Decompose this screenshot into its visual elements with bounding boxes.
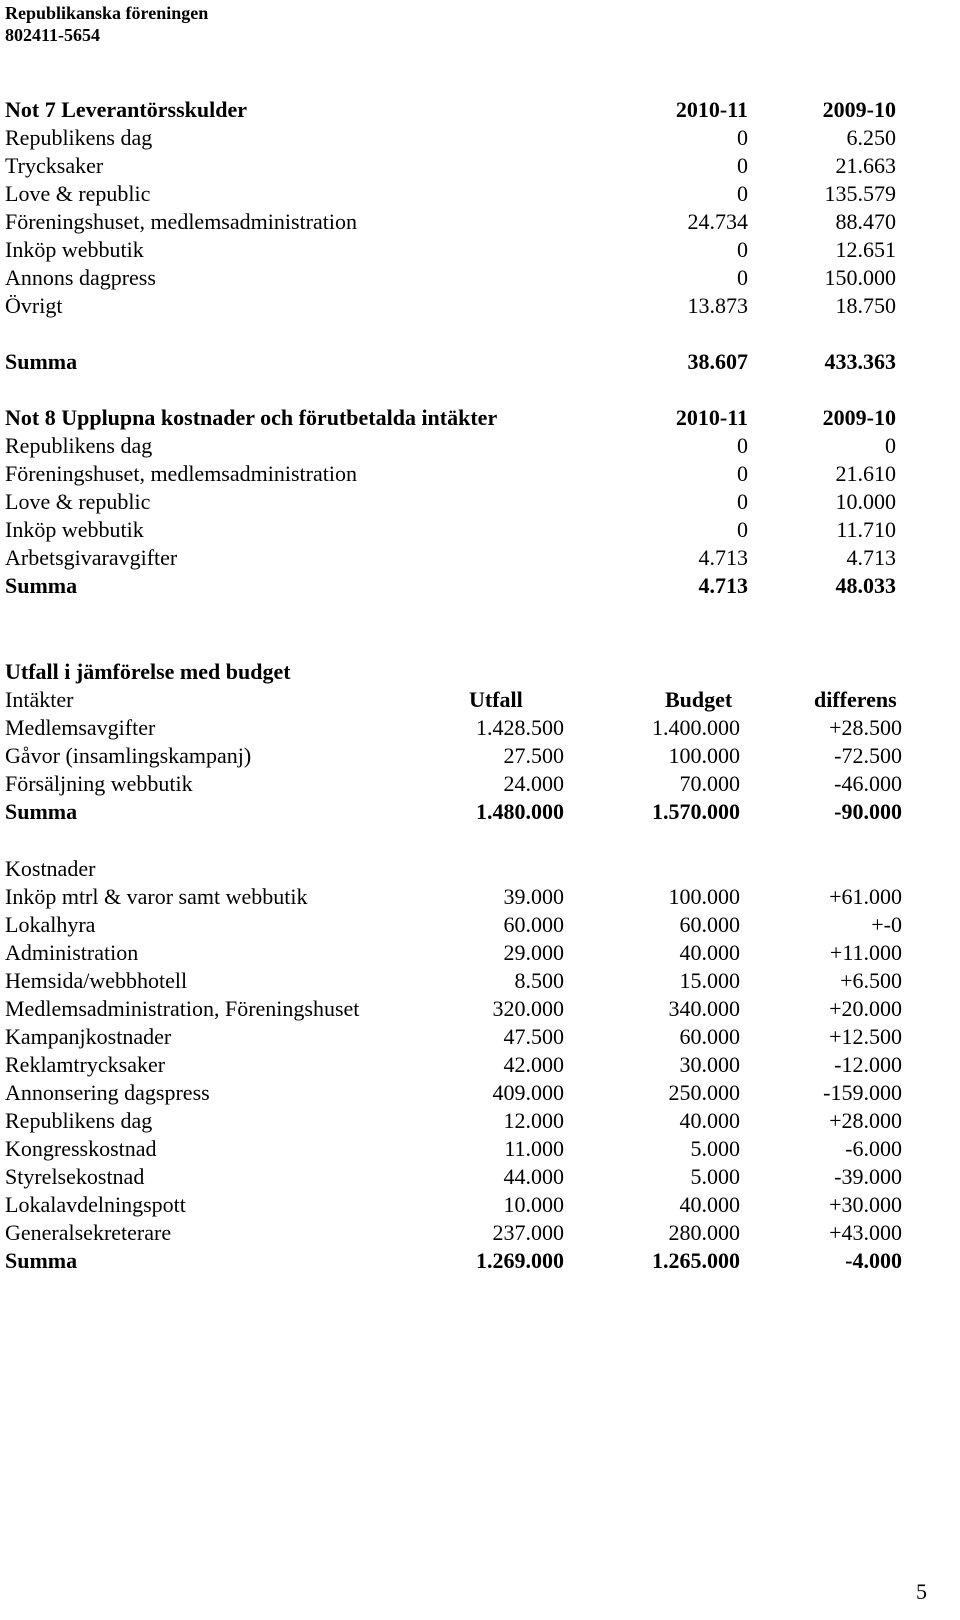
note8-row xyxy=(0,432,960,460)
row-utfall: 11.000 xyxy=(504,1136,564,1161)
row-value-2009-10: 150.000 xyxy=(824,265,896,290)
row-differens: +28.000 xyxy=(829,1108,902,1133)
row-differens: +61.000 xyxy=(829,884,902,909)
row-value-2009-10: 10.000 xyxy=(835,489,896,514)
row-label: Gåvor (insamlingskampanj) xyxy=(5,743,252,768)
row-budget: 60.000 xyxy=(679,912,740,937)
row-value-2009-10: 11.710 xyxy=(836,517,896,542)
row-value-2010-11: 0 xyxy=(737,461,748,486)
row-budget: 1.400.000 xyxy=(652,715,740,740)
cost-row xyxy=(0,1107,960,1135)
row-label: Lokalavdelningspott xyxy=(5,1192,186,1217)
note7-row xyxy=(0,152,960,180)
cost-row xyxy=(0,1023,960,1051)
note7-row xyxy=(0,292,960,320)
row-utfall: 29.000 xyxy=(503,940,564,965)
row-label: Lokalhyra xyxy=(5,912,96,937)
row-differens: +11.000 xyxy=(829,940,902,965)
total-differens: -90.000 xyxy=(834,799,902,824)
organization-number: 802411-5654 xyxy=(5,25,101,45)
row-value-2010-11: 0 xyxy=(737,517,748,542)
budget-title-row xyxy=(0,658,960,686)
note7-total-row xyxy=(0,348,960,376)
row-label: Medlemsadministration, Föreningshuset xyxy=(5,996,360,1021)
note7-col2-header: 2009-10 xyxy=(822,97,896,122)
row-label: Hemsida/webbhotell xyxy=(5,968,188,993)
total-value-2009-10: 48.033 xyxy=(835,573,896,598)
note7-title: Not 7 Leverantörsskulder xyxy=(5,97,247,122)
row-label: Styrelsekostnad xyxy=(5,1164,145,1189)
total-label: Summa xyxy=(5,799,78,824)
row-differens: +-0 xyxy=(871,912,902,937)
row-label: Republikens dag xyxy=(5,125,153,150)
row-utfall: 237.000 xyxy=(492,1220,564,1245)
note7-col1-header: 2010-11 xyxy=(675,97,748,122)
row-budget: 70.000 xyxy=(679,771,740,796)
note8-row xyxy=(0,516,960,544)
row-differens: +6.500 xyxy=(840,968,902,993)
column-header-utfall: Utfall xyxy=(469,687,523,712)
row-value-2009-10: 21.610 xyxy=(835,461,896,486)
row-value-2009-10: 88.470 xyxy=(835,209,896,234)
row-differens: +12.500 xyxy=(829,1024,902,1049)
column-header-budget: Budget xyxy=(665,687,733,712)
row-value-2009-10: 0 xyxy=(885,433,896,458)
row-value-2009-10: 12.651 xyxy=(835,237,896,262)
row-label: Generalsekreterare xyxy=(5,1220,172,1245)
cost-row xyxy=(0,911,960,939)
total-value-2010-11: 4.713 xyxy=(698,573,748,598)
total-utfall: 1.269.000 xyxy=(476,1248,564,1273)
income-total-row xyxy=(0,798,960,826)
row-budget: 280.000 xyxy=(668,1220,740,1245)
cost-row xyxy=(0,1163,960,1191)
row-budget: 340.000 xyxy=(668,996,740,1021)
row-budget: 40.000 xyxy=(679,1108,740,1133)
row-value-2010-11: 4.713 xyxy=(698,545,748,570)
row-budget: 40.000 xyxy=(679,1192,740,1217)
total-utfall: 1.480.000 xyxy=(476,799,564,824)
cost-row xyxy=(0,1051,960,1079)
row-utfall: 42.000 xyxy=(503,1052,564,1077)
cost-row xyxy=(0,995,960,1023)
cost-row xyxy=(0,1191,960,1219)
row-label: Försäljning webbutik xyxy=(5,771,193,796)
row-utfall: 320.000 xyxy=(492,996,564,1021)
note8-col2-header: 2009-10 xyxy=(822,405,896,430)
note7-header-row xyxy=(0,96,960,124)
note8-row xyxy=(0,544,960,572)
note8-row xyxy=(0,488,960,516)
row-value-2009-10: 4.713 xyxy=(846,545,896,570)
note7-row xyxy=(0,180,960,208)
note7-row xyxy=(0,208,960,236)
row-label: Administration xyxy=(5,940,139,965)
row-utfall: 60.000 xyxy=(503,912,564,937)
costs-heading: Kostnader xyxy=(5,856,96,881)
cost-row xyxy=(0,967,960,995)
row-budget: 15.000 xyxy=(679,968,740,993)
total-label: Summa xyxy=(5,573,78,598)
cost-row xyxy=(0,939,960,967)
row-budget: 60.000 xyxy=(679,1024,740,1049)
row-budget: 100.000 xyxy=(668,884,740,909)
income-header-row xyxy=(0,686,960,714)
page-number: 5 xyxy=(916,1579,927,1604)
row-value-2010-11: 0 xyxy=(737,153,748,178)
total-value-2009-10: 433.363 xyxy=(824,349,896,374)
note8-header-row xyxy=(0,404,960,432)
total-value-2010-11: 38.607 xyxy=(687,349,748,374)
row-value-2010-11: 13.873 xyxy=(687,293,748,318)
row-label: Trycksaker xyxy=(5,153,104,178)
note8-total-row xyxy=(0,572,960,600)
row-budget: 5.000 xyxy=(690,1164,740,1189)
row-value-2010-11: 0 xyxy=(737,125,748,150)
row-utfall: 8.500 xyxy=(514,968,564,993)
column-header-differens: differens xyxy=(814,687,897,712)
total-budget: 1.570.000 xyxy=(652,799,740,824)
income-row xyxy=(0,742,960,770)
costs-total-row xyxy=(0,1247,960,1275)
row-label: Love & republic xyxy=(5,181,151,206)
row-label: Kampanjkostnader xyxy=(5,1024,172,1049)
note7-row xyxy=(0,124,960,152)
row-label: Inköp webbutik xyxy=(5,237,144,262)
row-value-2010-11: 24.734 xyxy=(687,209,748,234)
income-heading: Intäkter xyxy=(5,687,74,712)
row-value-2010-11: 0 xyxy=(737,489,748,514)
row-budget: 40.000 xyxy=(679,940,740,965)
row-differens: -39.000 xyxy=(834,1164,902,1189)
row-value-2010-11: 0 xyxy=(737,181,748,206)
row-value-2009-10: 6.250 xyxy=(846,125,896,150)
row-differens: -6.000 xyxy=(845,1136,902,1161)
row-utfall: 44.000 xyxy=(503,1164,564,1189)
row-label: Föreningshuset, medlemsadministration xyxy=(5,461,357,486)
costs-header-row xyxy=(0,855,960,883)
row-label: Medlemsavgifter xyxy=(5,715,156,740)
income-row xyxy=(0,714,960,742)
note8-col1-header: 2010-11 xyxy=(675,405,748,430)
row-label: Annons dagpress xyxy=(5,265,156,290)
total-budget: 1.265.000 xyxy=(652,1248,740,1273)
row-differens: +28.500 xyxy=(829,715,902,740)
row-value-2009-10: 18.750 xyxy=(835,293,896,318)
row-differens: -72.500 xyxy=(834,743,902,768)
row-differens: -12.000 xyxy=(834,1052,902,1077)
row-budget: 250.000 xyxy=(668,1080,740,1105)
row-label: Inköp webbutik xyxy=(5,517,144,542)
row-differens: -46.000 xyxy=(834,771,902,796)
note8-row xyxy=(0,460,960,488)
organization-name: Republikanska föreningen xyxy=(5,3,209,23)
note7-row xyxy=(0,236,960,264)
note8-title: Not 8 Upplupna kostnader och förutbetalda intäkter xyxy=(5,405,498,430)
note7-row xyxy=(0,264,960,292)
row-label: Arbetsgivaravgifter xyxy=(5,545,178,570)
cost-row xyxy=(0,1079,960,1107)
row-budget: 100.000 xyxy=(668,743,740,768)
row-value-2010-11: 0 xyxy=(737,237,748,262)
row-budget: 30.000 xyxy=(679,1052,740,1077)
row-label: Övrigt xyxy=(5,293,63,318)
cost-row xyxy=(0,1219,960,1247)
row-value-2009-10: 21.663 xyxy=(835,153,896,178)
cost-row xyxy=(0,883,960,911)
row-label: Föreningshuset, medlemsadministration xyxy=(5,209,357,234)
row-budget: 5.000 xyxy=(690,1136,740,1161)
budget-title: Utfall i jämförelse med budget xyxy=(5,659,291,684)
total-differens: -4.000 xyxy=(845,1248,902,1273)
row-label: Love & republic xyxy=(5,489,151,514)
row-utfall: 10.000 xyxy=(503,1192,564,1217)
row-utfall: 1.428.500 xyxy=(476,715,564,740)
row-utfall: 39.000 xyxy=(503,884,564,909)
income-row xyxy=(0,770,960,798)
row-differens: +43.000 xyxy=(829,1220,902,1245)
row-label: Kongresskostnad xyxy=(5,1136,157,1161)
row-utfall: 409.000 xyxy=(492,1080,564,1105)
row-label: Annonsering dagspress xyxy=(5,1080,210,1105)
row-differens: +30.000 xyxy=(829,1192,902,1217)
total-label: Summa xyxy=(5,1248,78,1273)
row-label: Republikens dag xyxy=(5,1108,153,1133)
row-differens: -159.000 xyxy=(823,1080,902,1105)
row-differens: +20.000 xyxy=(829,996,902,1021)
row-utfall: 27.500 xyxy=(503,743,564,768)
row-utfall: 24.000 xyxy=(503,771,564,796)
row-value-2009-10: 135.579 xyxy=(824,181,896,206)
row-value-2010-11: 0 xyxy=(737,265,748,290)
row-value-2010-11: 0 xyxy=(737,433,748,458)
row-utfall: 47.500 xyxy=(503,1024,564,1049)
cost-row xyxy=(0,1135,960,1163)
row-label: Inköp mtrl & varor samt webbutik xyxy=(5,884,308,909)
row-label: Republikens dag xyxy=(5,433,153,458)
row-utfall: 12.000 xyxy=(503,1108,564,1133)
total-label: Summa xyxy=(5,349,78,374)
row-label: Reklamtrycksaker xyxy=(5,1052,166,1077)
